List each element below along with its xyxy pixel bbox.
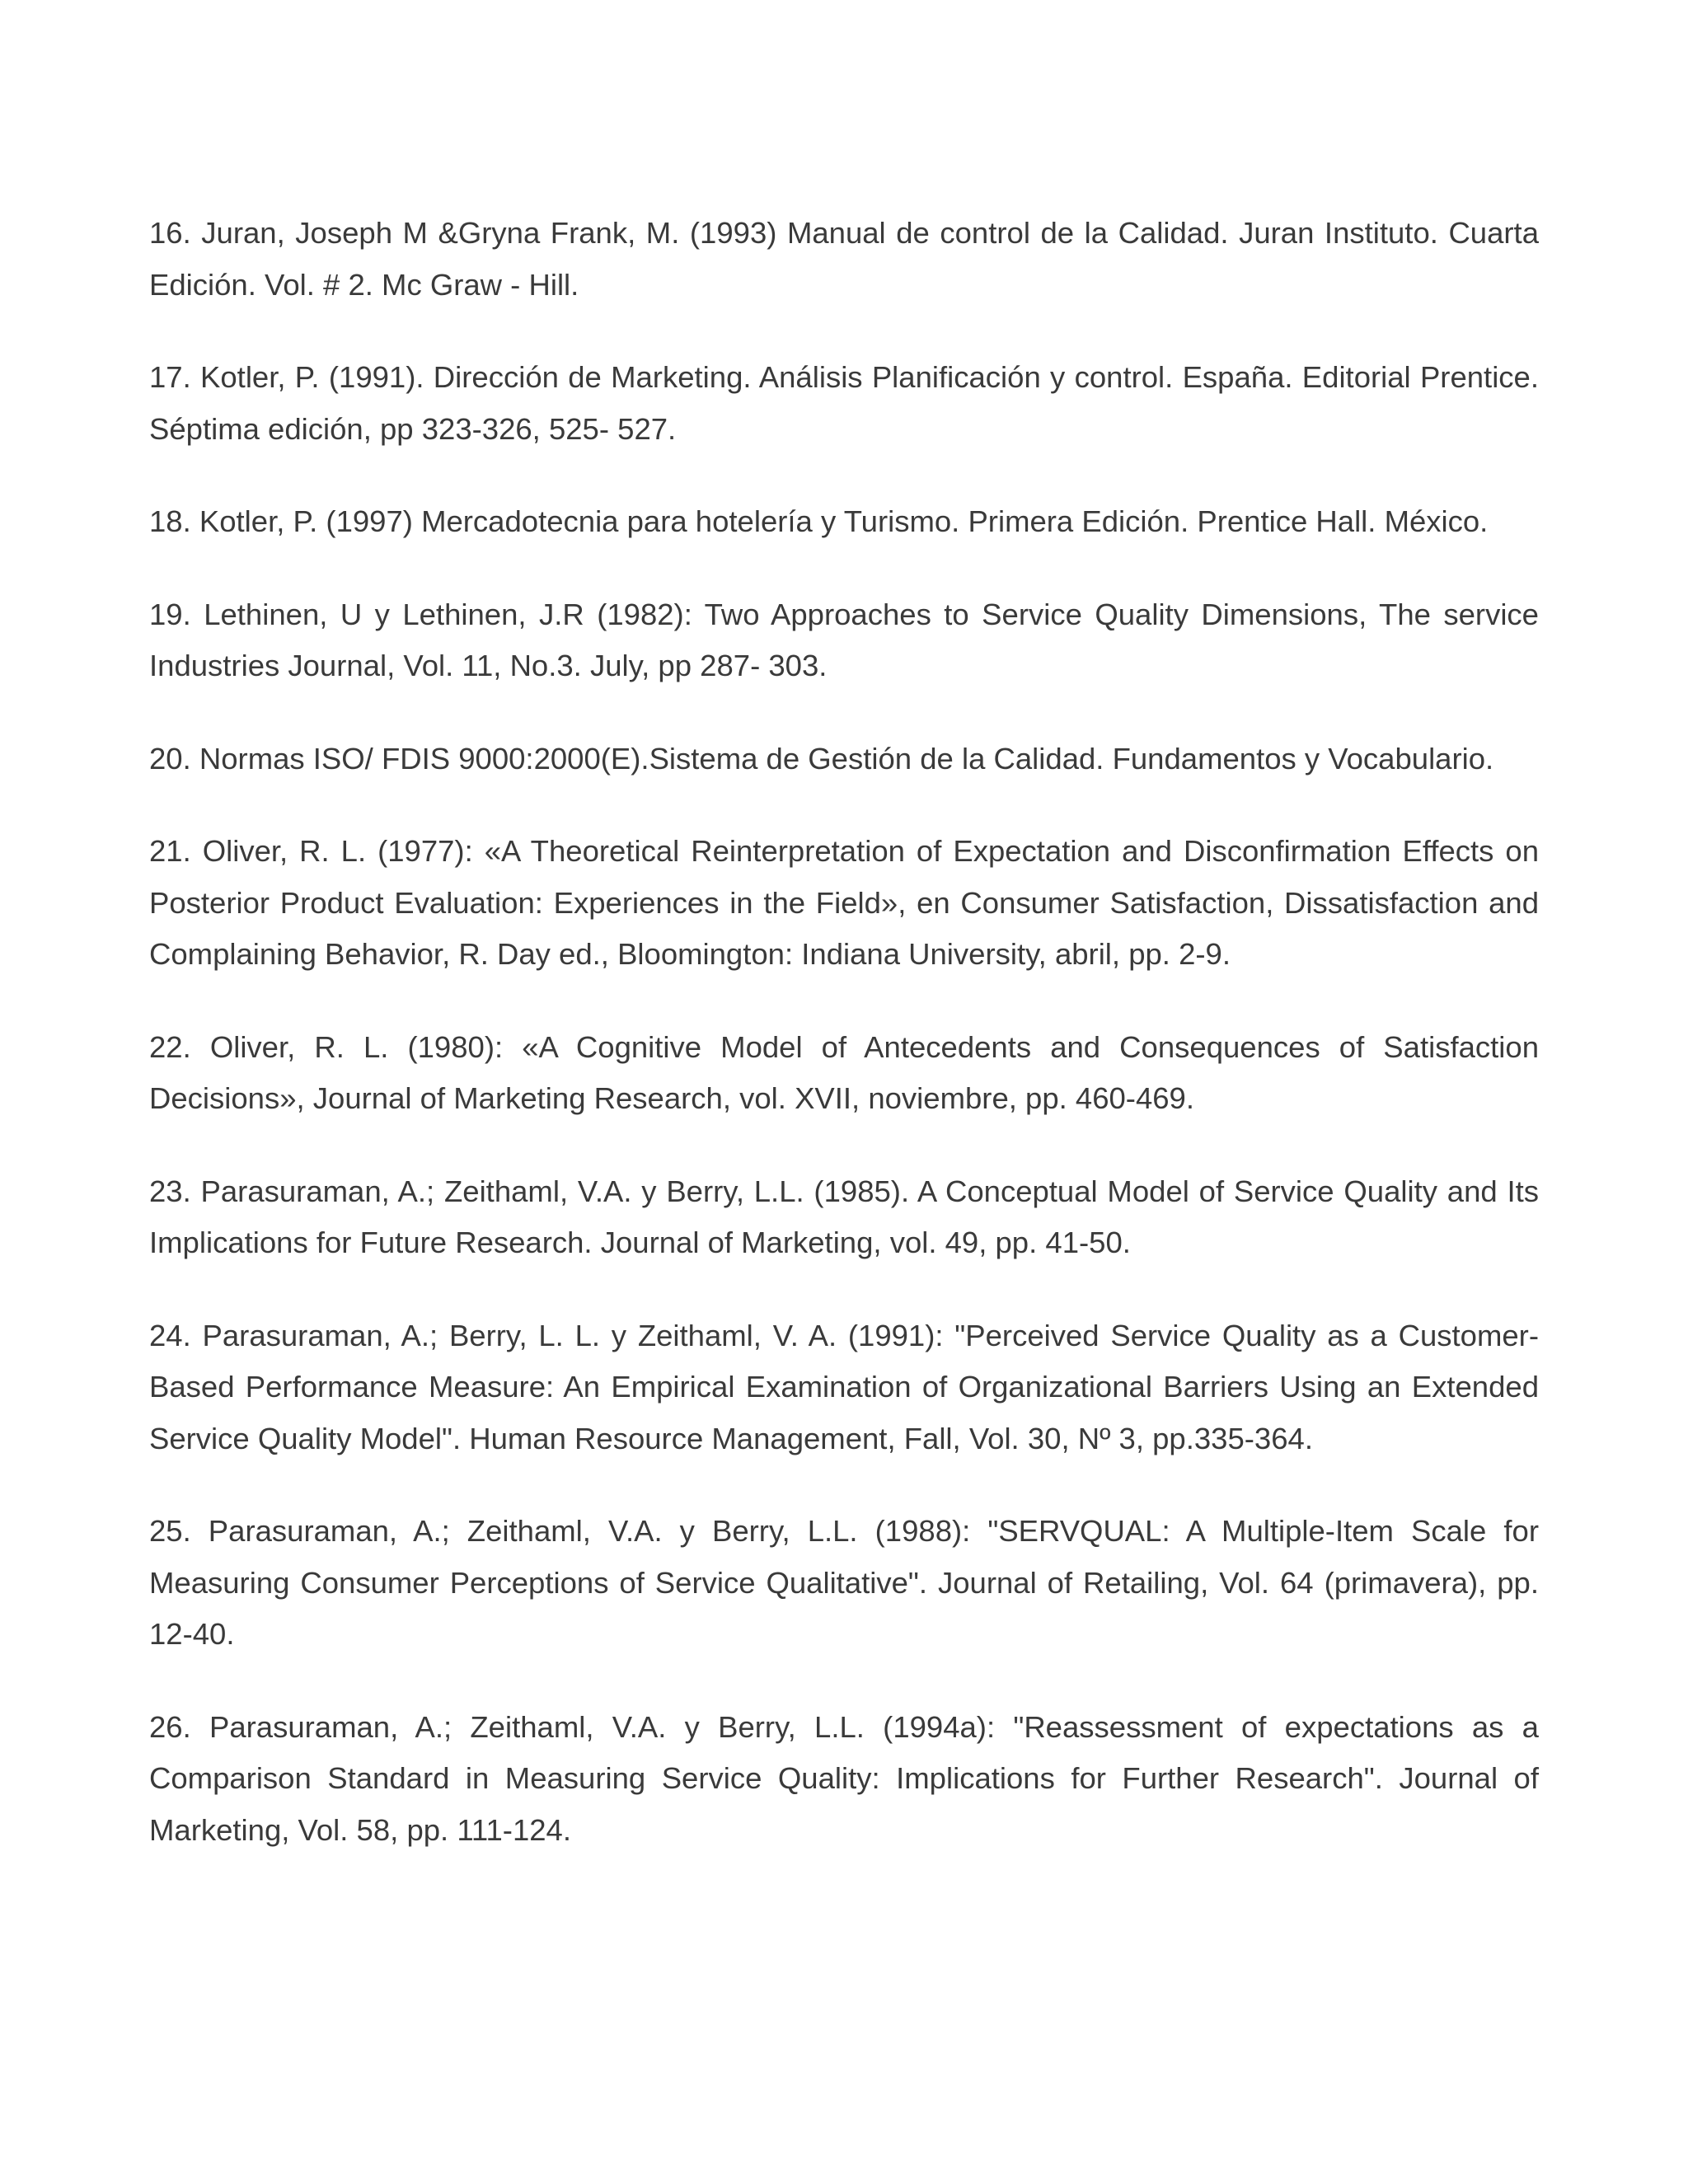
reference-item-20: 20. Normas ISO/ FDIS 9000:2000(E).Sistema de Gestión de la Calidad. Fundamentos y Vocabulario. (149, 741, 1494, 776)
reference-item-22: 22. Oliver, R. L. (1980): «A Cognitive Model of Antecedents and Consequences of Satisfaction Decisions», Journal of Marketing Research, vol. XVII, noviembre, pp. 460-469. (149, 1029, 1539, 1115)
reference-item-23: 23. Parasuraman, A.; Zeithaml, V.A. y Berry, L.L. (1985). A Conceptual Model of Service Quality and Its Implications for Future Research. Journal of Marketing, vol. 49, pp. 41-50. (149, 1174, 1539, 1259)
reference-item-18: 18. Kotler, P. (1997) Mercadotecnia para hotelería y Turismo. Primera Edición. Prentice Hall. México. (149, 504, 1489, 538)
reference-item-26: 26. Parasuraman, A.; Zeithaml, V.A. y Berry, L.L. (1994a): "Reassessment of expectations as a Comparison Standard in Measuring Service Quality: Implications for Further Research". Journal of Marketing, Vol. 58, pp. 111-124. (149, 1709, 1539, 1847)
reference-item-24: 24. Parasuraman, A.; Berry, L. L. y Zeithaml, V. A. (1991): "Perceived Service Quality as a Customer-Based Performance Measure: An Empirical Examination of Organizational Barriers Using an Extended Service Quality Model". Human Resource Management, Fall, Vol. 30, Nº 3, pp.335-364. (149, 1318, 1539, 1455)
reference-item-21: 21. Oliver, R. L. (1977): «A Theoretical Reinterpretation of Expectation and Disconfirmation Effects on Posterior Product Evaluation: Experiences in the Field», en Consumer Satisfaction, Dissatisfaction and Complaining Behavior, R. Day ed., Bloomington: Indiana University, abril, pp. 2-9. (149, 834, 1539, 971)
reference-item-25: 25. Parasuraman, A.; Zeithaml, V.A. y Berry, L.L. (1988): "SERVQUAL: A Multiple-Item Scale for Measuring Consumer Perceptions of Service Qualitative". Journal of Retailing, Vol. 64 (primavera), pp. 12-40. (149, 1514, 1539, 1651)
reference-item-16: 16. Juran, Joseph M &Gryna Frank, M. (1993) Manual de control de la Calidad. Juran Instituto. Cuarta Edición. Vol. # 2. Mc Graw - Hill. (149, 216, 1539, 302)
reference-item-19: 19. Lethinen, U y Lethinen, J.R (1982): Two Approaches to Service Quality Dimensions, The service Industries Journal, Vol. 11, No.3. July, pp 287- 303. (149, 597, 1539, 682)
reference-list (149, 208, 1539, 1897)
reference-item-17: 17. Kotler, P. (1991). Dirección de Marketing. Análisis Planificación y control. España. Editorial Prentice. Séptima edición, pp 323-326, 525- 527. (149, 360, 1539, 446)
